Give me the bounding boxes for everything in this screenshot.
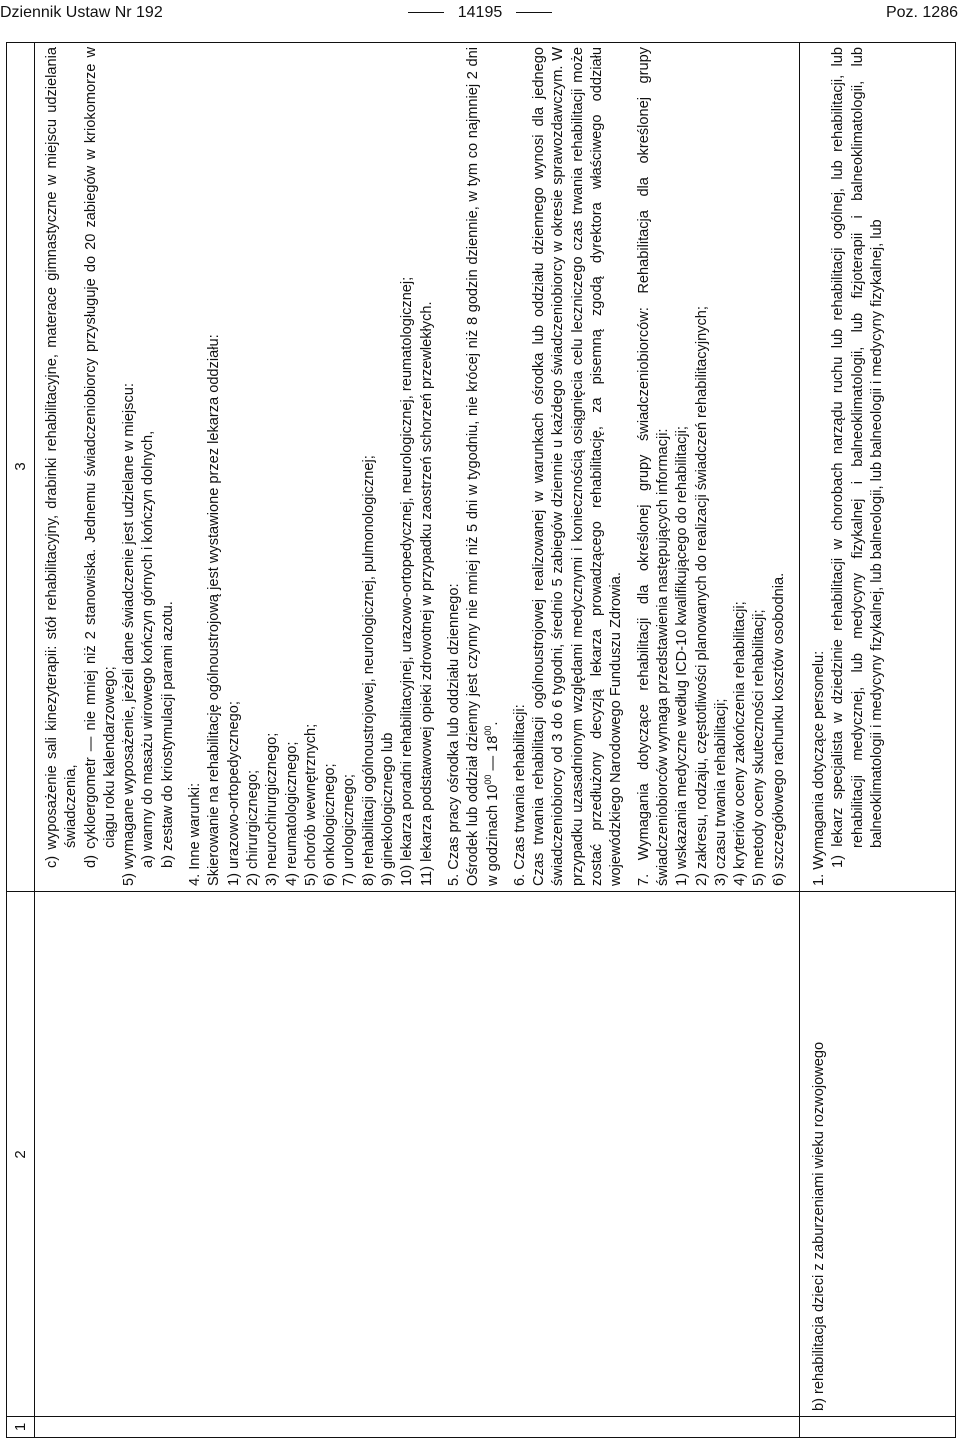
section-4-item-3: 3) neurochirurgicznego;	[264, 732, 281, 886]
section-4-item-7: 7) urologicznego;	[341, 774, 358, 886]
page-number	[0, 0, 960, 26]
section-7-item-3: 3) czasu trwania rehabilitacji;	[712, 698, 729, 886]
section-4-item-4: 4) reumatologicznego;	[283, 741, 300, 886]
rotated-table-area	[6, 42, 956, 1438]
page-number-text: 14195	[457, 4, 503, 21]
item-5a: a) wanny do masażu wirowego kończyn górnych i kończyn dolnych,	[140, 430, 157, 868]
dash-left	[408, 12, 444, 13]
section-6-text: Czas trwania rehabilitacji ogólnoustrojowej realizowanej w warunkach ośrodka lub oddziału dziennego wynosi dla jednego świadczeniobiorcy od 3 do 6 tygodni, średnio 5 zabiegów dziennie u każdego świadczeniobiorcy w okresie sprawozdawczym. W przypadku uzasadnionym względami medycznymi i koniecznością osiągnięcia celu leczniczego czas trwania rehabilitacji może zostać przedłużony decyzją lekarza prowadzącego rehabilitację, za pisemną zgodą dyrektora właściwego oddziału wojewódzkiego Narodowego Funduszu Zdrowia.	[531, 47, 625, 886]
section-6-heading: 6. Czas trwania rehabilitacji:	[511, 704, 528, 886]
page-header	[0, 0, 960, 26]
rehab-category: b) rehabilitacja dzieci z zaburzeniami wieku rozwojowego	[811, 1041, 827, 1411]
section-5-heading: 5. Czas pracy ośrodka lub oddziału dziennego:	[445, 583, 462, 886]
section-4-item-1: 1) urazowo-ortopedycznego;	[225, 701, 242, 886]
column-header-row	[7, 43, 35, 1437]
col-header-1: 1	[12, 1422, 29, 1432]
section-4-item-10: 10) lekarza poradni rehabilitacyjnej, urazowo-ortopedycznej, neurologicznej, reumatologicznej;	[399, 276, 416, 886]
section-4-item-9: 9) ginekologicznego lub	[380, 732, 397, 886]
section-4-heading: 4. Inne warunki:	[187, 782, 204, 886]
personnel-heading: 1. Wymagania dotyczące personelu:	[811, 650, 827, 886]
rotated-table	[6, 42, 956, 1438]
bottom-row-col2	[810, 892, 829, 1417]
section-7-item-2: 2) zakresu, rodzaju, częstotliwości planowanych do realizacji świadczeń rehabilitacyjnych;	[693, 306, 710, 886]
section-7-item-6: 6) szczegółowego rachunku kosztów osobodnia.	[770, 572, 787, 886]
col-header-2: 2	[12, 1150, 29, 1159]
row-divider	[799, 43, 800, 1437]
section-5-text: Ośrodek lub oddział dzienny jest czynny nie mniej niż 5 dni w tygodniu, nie krócej niż 8 godzin dziennie, w tym co najmniej 2 dni w godzinach $10^{00}$ — $18^{00}$.	[465, 47, 501, 886]
item-c: c) wyposażenie sali kinezyterapii: stół rehabilitacyjny, drabinki rehabilitacyjne, materace gimnastyczne w miejscu udzielania świadczenia,	[44, 47, 80, 868]
item-5: 5) wymagane wyposażenie, jeżeli dane świadczenie jest udzielane w miejscu:	[121, 383, 138, 886]
legal-table	[6, 42, 956, 1438]
section-7-item-5: 5) metody oceny skuteczności rehabilitacji;	[751, 609, 768, 886]
personnel-item-1: 1) lekarz specjalista w dziedzinie rehabilitacji w chorobach narządu ruchu lub rehabilitacji ogólnej, lub rehabilitacji, lub rehabilitacji medycznej, lub medycyny fizykalnej i balneoklimatologii, lub fizjoterapii i balneoklimatologii, lub balneoklimatologii i medycyny fizykalnej, lub balneologii, lub balneologii i medycyny fizykalnej, lub	[830, 47, 885, 868]
section-4-item-6: 6) onkologicznego;	[322, 763, 339, 886]
top-row-col3	[43, 42, 789, 892]
journal-title: Dziennik Ustaw Nr 192	[0, 4, 163, 21]
section-4-item-2: 2) chirurgicznego;	[244, 770, 261, 886]
item-5b: b) zestaw do kriostymulacji parami azotu.	[159, 601, 176, 868]
section-4-intro: Skierowanie na rehabilitację ogólnoustrojową jest wystawione przez lekarza oddziału:	[206, 334, 223, 886]
section-7-text: 7. Wymagania dotyczące rehabilitacji dla określonej grupy świadczeniobiorców: Rehabilitacja dla określonej grupy świadczeniobiorców wymaga przedstawienia następujących informacji:	[635, 47, 671, 886]
section-7-item-4: 4) kryteriów oceny zakończenia rehabilitacji;	[732, 601, 749, 886]
section-7-item-1: 1) wskazania medyczne według ICD-10 kwalifikującego do rehabilitacji;	[674, 426, 691, 886]
position-number: Poz. 1286	[885, 4, 958, 21]
section-4-item-5: 5) chorób wewnętrznych;	[302, 723, 319, 886]
bottom-row-col3	[810, 42, 887, 892]
item-d: d) cykloergometr — nie mniej niż 2 stanowiska. Jednemu świadczeniobiorcy przysługuje do 20 zabiegów w kriokomorze w ciągu roku kalendarzowego;	[82, 47, 118, 868]
section-4-item-11: 11) lekarza podstawowej opieki zdrowotnej w przypadku zaostrzeń schorzeń przewlekłych.	[418, 301, 435, 886]
section-4-item-8: 8) rehabilitacji ogólnoustrojowej, neurologicznej, pulmonologicznej;	[360, 455, 377, 886]
dash-right	[516, 12, 552, 13]
col-header-3: 3	[12, 462, 29, 471]
